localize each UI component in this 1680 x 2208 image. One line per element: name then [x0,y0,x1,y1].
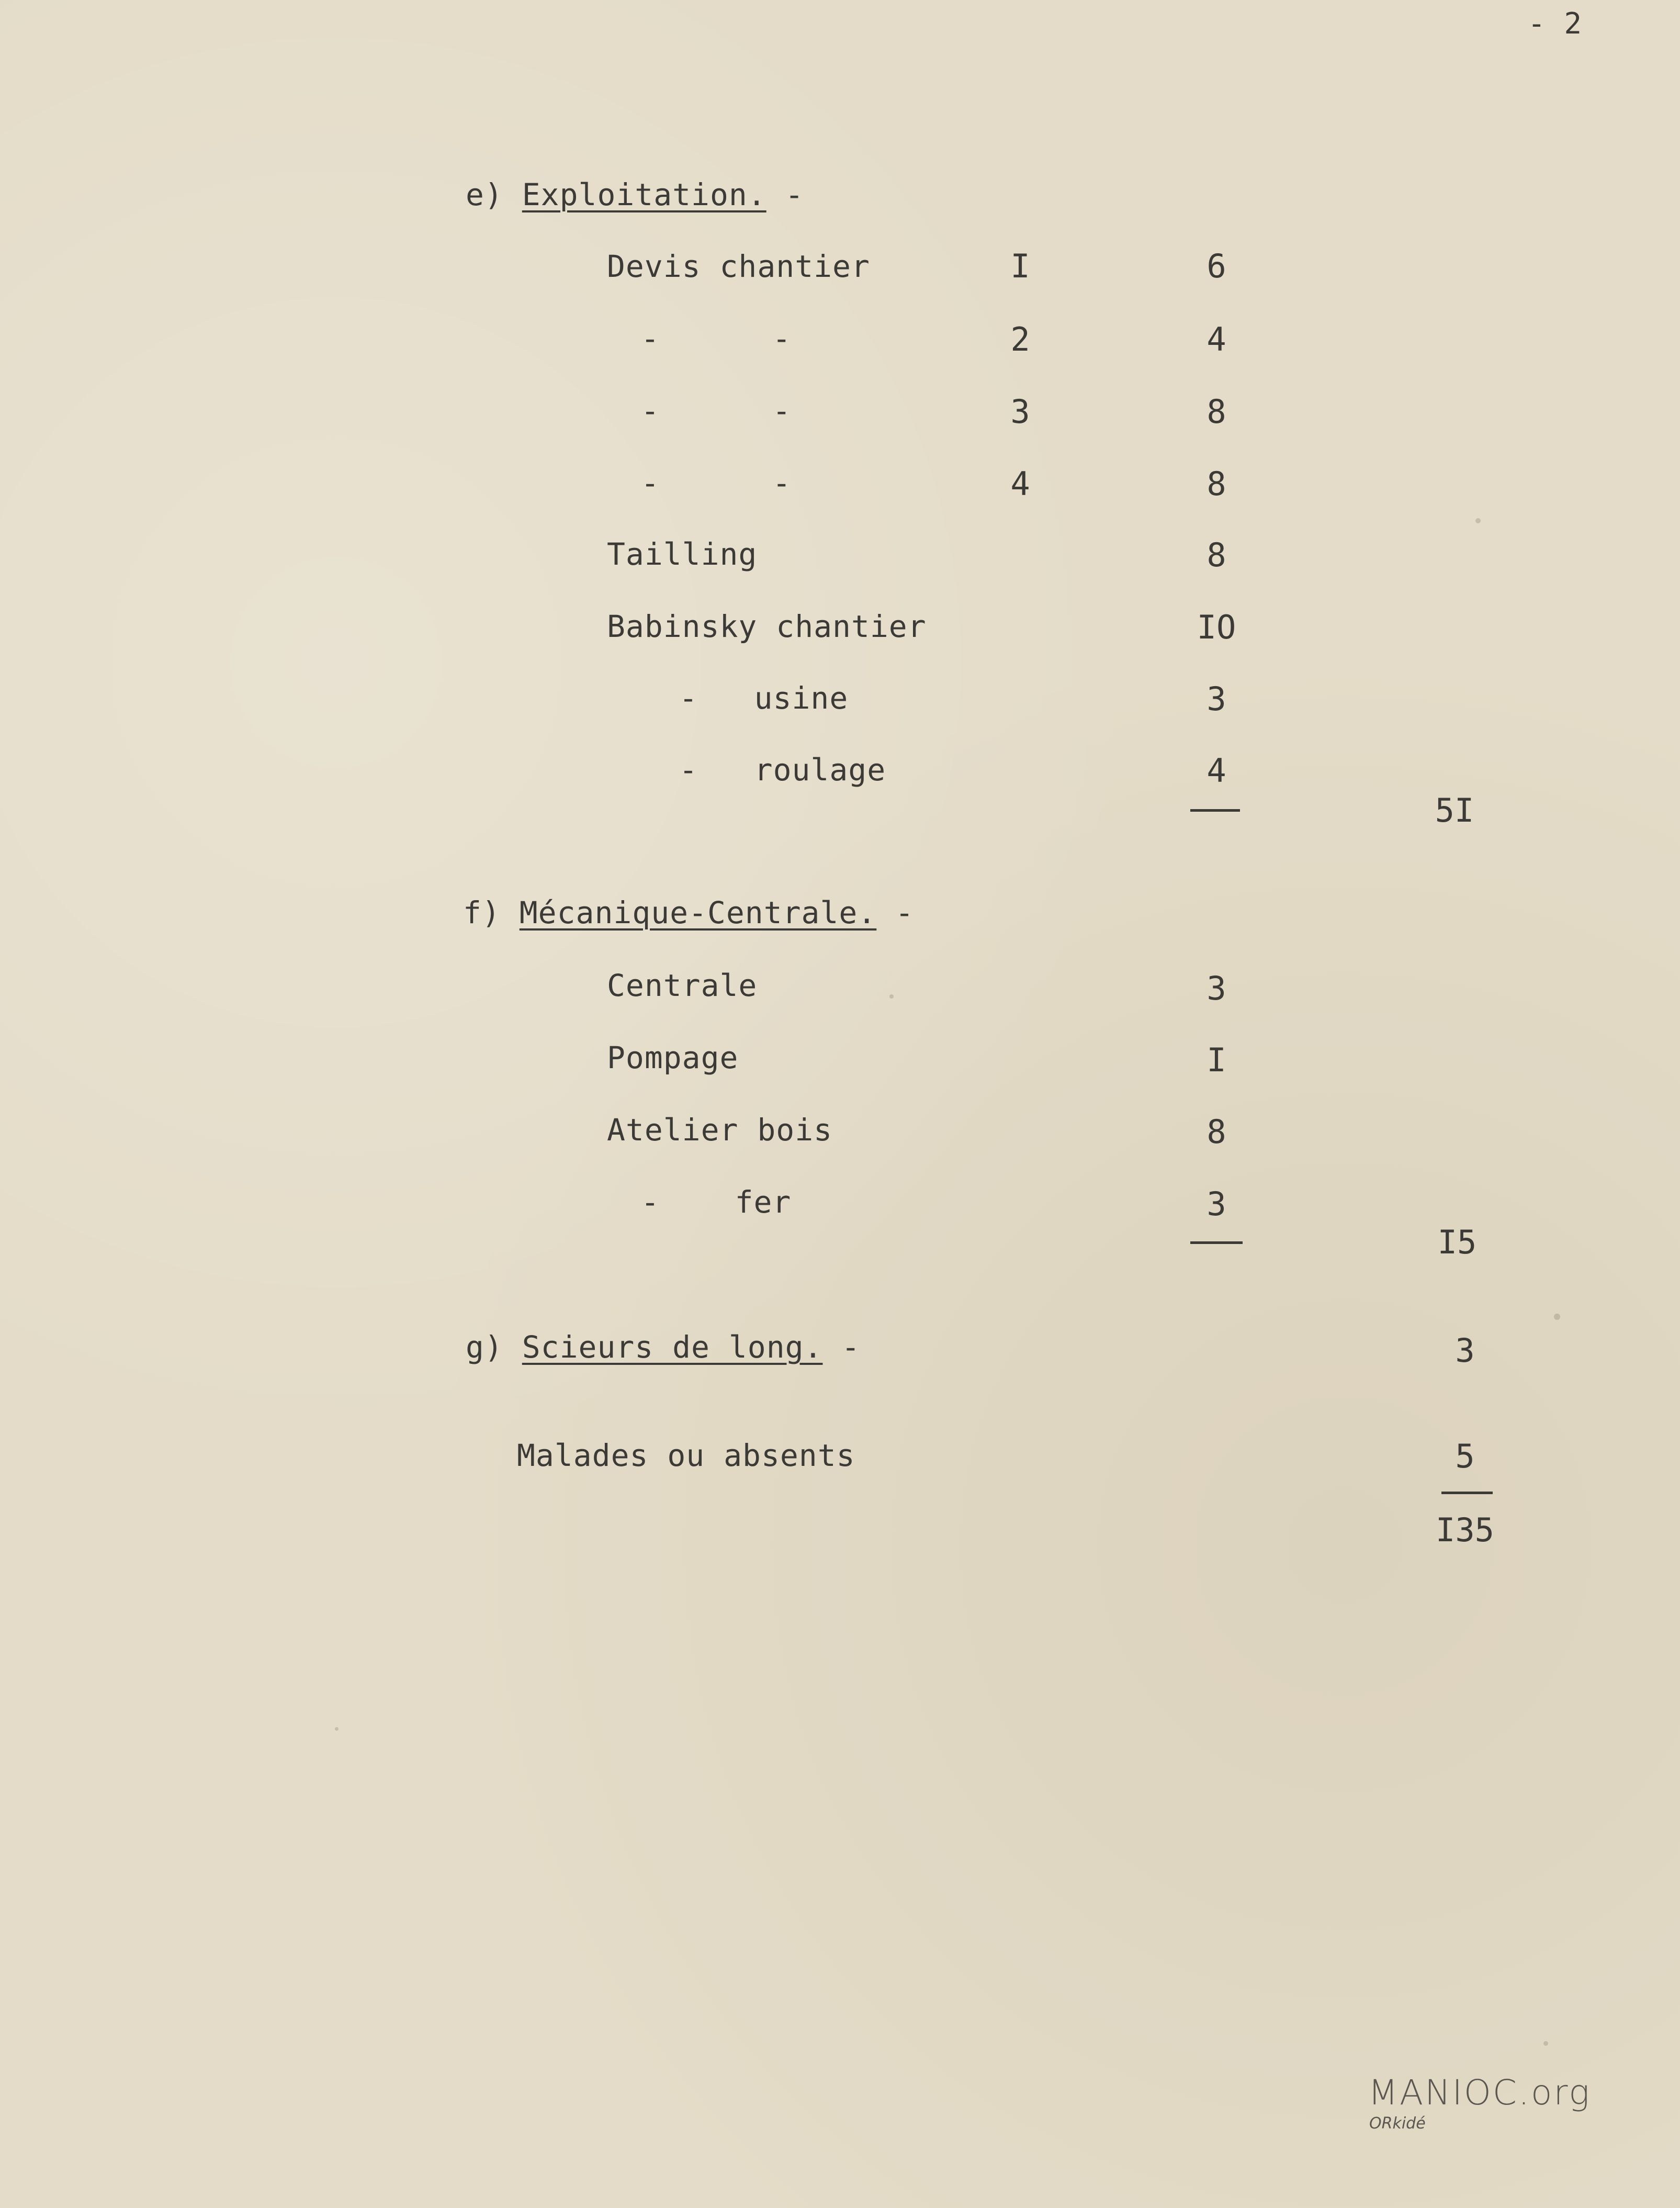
grand-total: I35 [1436,1511,1494,1549]
section-title: Mécanique-Centrale. [519,895,877,931]
row-col2: 8 [1207,393,1226,431]
row-label: - - [641,465,792,501]
row-label: - - [641,393,792,429]
row-label: Pompage [607,1040,739,1075]
row-col1: 3 [1010,393,1030,431]
row-col2: 3 [1207,680,1226,718]
malades-label: Malades ou absents [517,1438,855,1473]
row-label: Devis chantier [607,249,870,284]
row-label: - usine [679,680,849,716]
section-title: Exploitation. [522,177,766,212]
sum-rule [1441,1492,1493,1494]
section-total: I5 [1437,1223,1477,1261]
section-dash: - [841,1329,861,1365]
section-g-heading [466,1329,861,1365]
row-col2: 4 [1207,752,1226,790]
paper-speck [1543,2041,1548,2046]
row-label: Babinsky chantier [607,609,927,644]
row-col1: 4 [1010,465,1030,503]
section-dash: - [895,895,915,931]
row-label: - roulage [679,752,886,788]
paper-speck [889,994,894,999]
sum-rule [1190,1241,1243,1244]
row-col2: 3 [1207,969,1226,1007]
manioc-logo: MANIOC.org [1368,2072,1591,2113]
row-col2: I [1207,1041,1226,1079]
row-col2: 3 [1207,1185,1226,1223]
section-letter: f) [463,895,501,931]
row-col2: 4 [1207,320,1226,358]
row-label: Tailling [607,536,758,572]
page-number: - 2 [1528,7,1583,41]
sum-rule [1190,809,1240,812]
section-e-heading [466,177,804,212]
row-label: Atelier bois [607,1112,833,1148]
row-label: - fer [641,1184,792,1220]
row-label [641,323,791,354]
section-letter: e) [466,177,503,212]
section-total: 5I [1435,791,1474,830]
row-col2: 8 [1207,1113,1226,1151]
section-total: 3 [1455,1331,1475,1370]
manioc-sublogo: ORkidé [1369,2114,1426,2133]
paper-speck [1475,518,1481,523]
section-title: Scieurs de long. [522,1329,823,1365]
row-col1: 2 [1010,320,1030,358]
section-dash: - [785,177,804,212]
row-col2: 8 [1207,536,1226,574]
paper-speck [335,1727,339,1731]
section-f-heading [463,895,915,931]
row-col2: 8 [1207,465,1226,503]
section-letter: g) [466,1329,503,1365]
malades-value: 5 [1455,1437,1475,1475]
row-col2: IO [1197,608,1236,646]
row-label: Centrale [607,968,758,1003]
ditto-mark: - - [641,321,792,356]
row-col1: I [1010,247,1030,285]
row-col2: 6 [1207,247,1226,285]
paper-speck [1554,1314,1560,1320]
